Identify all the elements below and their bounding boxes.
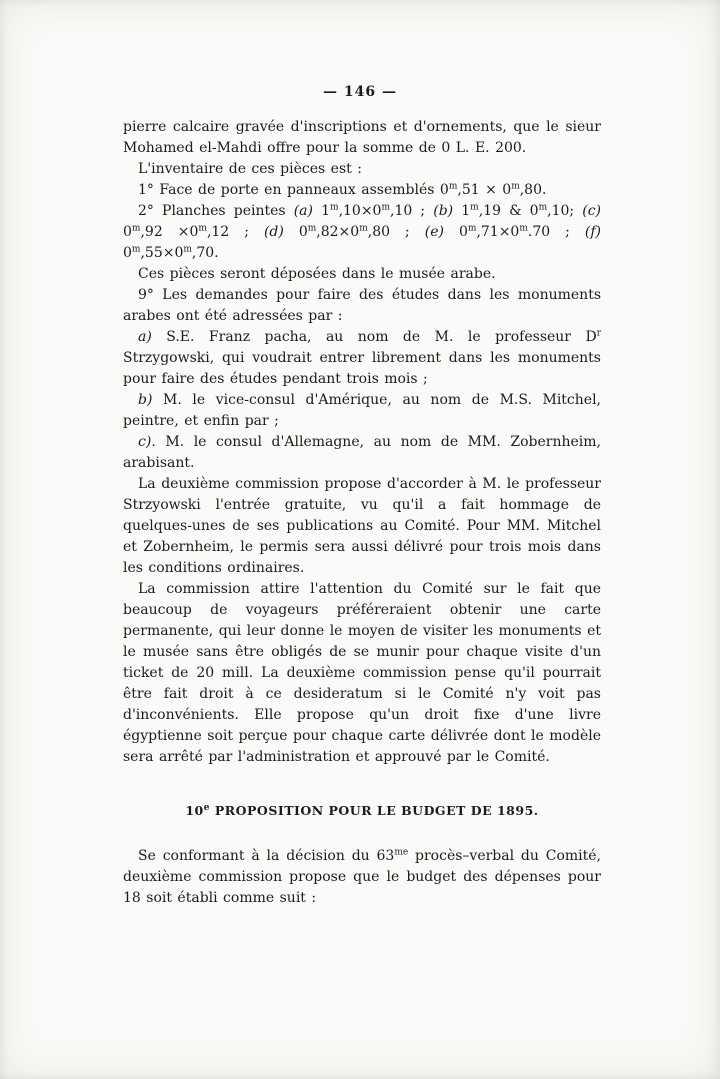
paragraph-budget-intro: Se conformant à la décision du $63^{me}$ procès–verbal du Comité, deuxième commission propose que le budget des dépenses pour 18 soit établi comme suit :	[123, 847, 601, 906]
paragraph-request-a: a) S.E. Franz pacha, au nom de M. le professeur $D^r$ Strzygowski, qui voudrait entrer librement dans les monuments pour faire des études pendant trois mois ;	[123, 328, 601, 387]
section-heading-budget-1895: 10e PROPOSITION POUR LE BUDGET DE 1895.	[185, 802, 539, 818]
paragraph-continuation: pierre calcaire gravée d'inscriptions et d'ornements, que le sieur Mohamed el-Mahdi offre pour la somme de 0 L. E. 200.	[123, 119, 601, 156]
paragraph-item-1: 1° Face de porte en panneaux assemblés $0^m,51 \times 0^m,80$.	[138, 181, 547, 198]
paragraph-request-b: b) M. le vice-consul d'Amérique, au nom de M.S. Mitchel, peintre, et enfin par ;	[123, 392, 601, 429]
paragraph-inventory-intro: L'inventaire de ces pièces est :	[138, 161, 362, 177]
page-number: — 146 —	[323, 84, 397, 100]
paragraph-commission-proposal: La deuxième commission propose d'accorder à M. le professeur Strzyowski l'entrée gratuite, vu qu'il a fait hommage de quelques-unes de ses publications au Comité. Pour MM. Mitchel et Zobernheim, le permis sera aussi délivré pour trois mois dans les conditions ordinaires.	[123, 476, 601, 576]
page-body	[123, 117, 601, 909]
paragraph-permanent-card: La commission attire l'attention du Comité sur le fait que beaucoup de voyageurs préféreraient obtenir une carte permanente, qui leur donne le moyen de visiter les monuments et le musée sans être obligés de se munir pour chaque visite d'un ticket de 20 mill. La deuxième commission pense qu'il pourrait être fait droit à ce desideratum si le Comité n'y voit pas d'inconvénients. Elle propose qu'un droit fixe d'une livre égyptienne soit perçue pour chaque carte délivrée dont le modèle sera arrêté par l'administration et approuvé par le Comité.	[123, 581, 601, 765]
paragraph-item-2: 2° Planches peintes (a) $1^m,10\times 0^m,10$ ; (b) 1$^m$,19 & 0$^m$,10; (c) $0^m,92 \times 0^m,12$ ; (d) $0^m,82\times 0^m,80$ ; (e) $0^m,71\times 0^m.70$ ; (f) $0^m,55\times 0^m,70$.	[123, 202, 602, 261]
paragraph-deposit-note: Ces pièces seront déposées dans le musée arabe.	[138, 266, 496, 282]
paragraph-item-9: 9° Les demandes pour faire des études dans les monuments arabes ont été adressées par :	[123, 287, 601, 324]
paragraph-request-c: c). M. le consul d'Allemagne, au nom de MM. Zobernheim, arabisant.	[123, 434, 601, 471]
